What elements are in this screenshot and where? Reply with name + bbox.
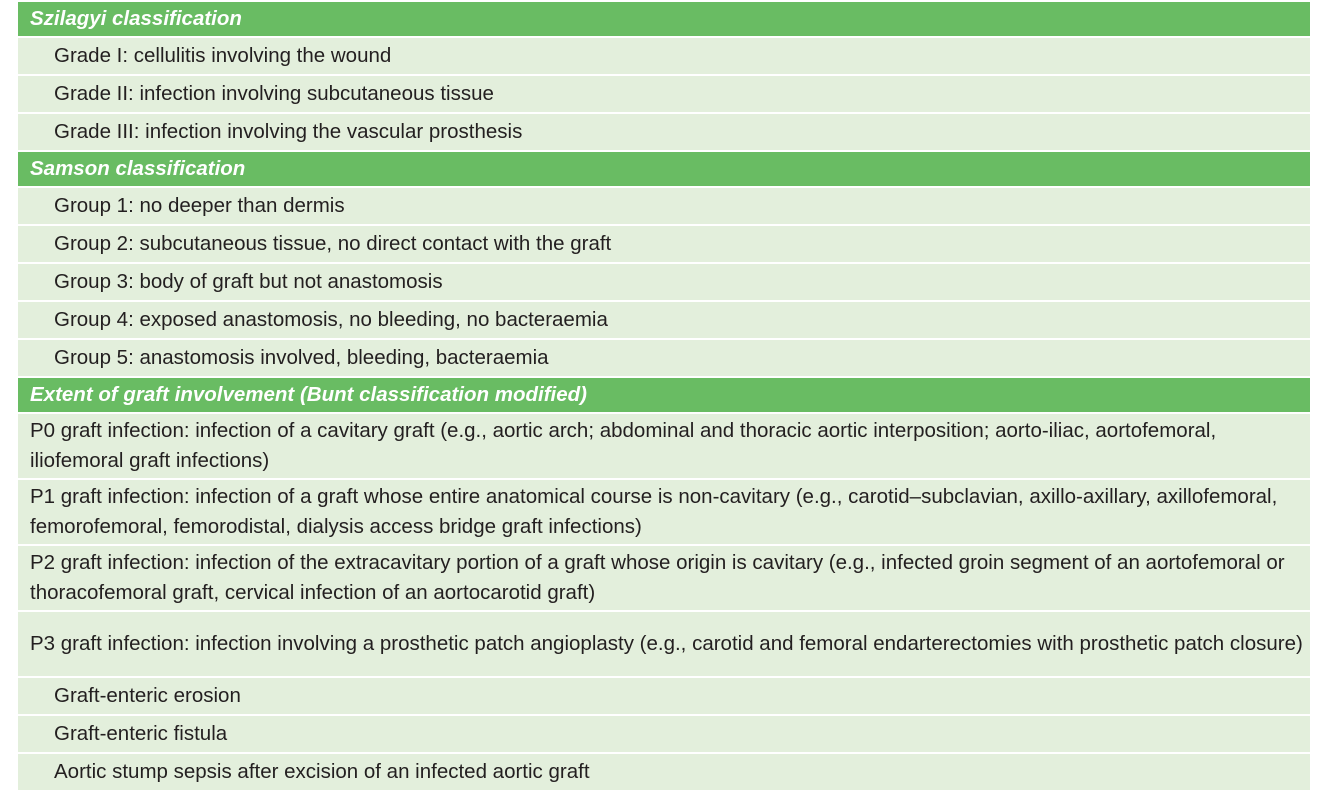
classification-table	[18, 2, 1310, 790]
row-text: Grade II: infection involving subcutaneous tissue	[54, 82, 494, 105]
table-row	[18, 38, 1310, 76]
section-header-szilagyi	[18, 2, 1310, 38]
row-text: Graft-enteric fistula	[54, 722, 228, 745]
table-row	[18, 264, 1310, 302]
section-title: Samson classification	[30, 157, 246, 180]
row-text: P3 graft infection: infection involving a prosthetic patch angioplasty (e.g., carotid and femoral endarterectomies with prosthetic patch closure)	[30, 632, 1303, 655]
row-text: Group 1: no deeper than dermis	[54, 194, 345, 217]
row-text: Group 5: anastomosis involved, bleeding, bacteraemia	[54, 346, 549, 369]
row-text: Group 4: exposed anastomosis, no bleeding, no bacteraemia	[54, 308, 608, 331]
table-row	[18, 302, 1310, 340]
table-row	[18, 340, 1310, 378]
row-text: P0 graft infection: infection of a cavitary graft (e.g., aortic arch; abdominal and thoracic aortic interposition; aorto-iliac, aortofemoral, iliofemoral graft infections)	[30, 419, 1217, 472]
section-header-samson	[18, 152, 1310, 188]
table-row	[18, 76, 1310, 114]
row-text: Grade III: infection involving the vascular prosthesis	[54, 120, 523, 143]
row-text: Grade I: cellulitis involving the wound	[54, 44, 392, 67]
table-row	[18, 414, 1310, 480]
table-row	[18, 678, 1310, 716]
table-row	[18, 546, 1310, 612]
row-text: Graft-enteric erosion	[54, 684, 241, 707]
table-row	[18, 226, 1310, 264]
table-row	[18, 754, 1310, 790]
row-text: P1 graft infection: infection of a graft whose entire anatomical course is non-cavitary (e.g., carotid–subclavian, axillo-axillary, axillofemoral, femorofemoral, femorodistal, dialysis access bridge graft infections)	[30, 485, 1278, 538]
row-text: Group 3: body of graft but not anastomosis	[54, 270, 443, 293]
section-title: Extent of graft involvement (Bunt classification modified)	[30, 383, 587, 406]
table-row	[18, 114, 1310, 152]
section-header-bunt	[18, 378, 1310, 414]
table-row	[18, 612, 1310, 678]
row-text: P2 graft infection: infection of the extracavitary portion of a graft whose origin is cavitary (e.g., infected groin segment of an aortofemoral or thoracofemoral graft, cervical infection of an aortocarotid graft)	[30, 551, 1285, 604]
section-title: Szilagyi classification	[30, 7, 242, 30]
table-row	[18, 188, 1310, 226]
row-text: Group 2: subcutaneous tissue, no direct contact with the graft	[54, 232, 612, 255]
table-row	[18, 716, 1310, 754]
row-text: Aortic stump sepsis after excision of an infected aortic graft	[54, 760, 590, 783]
table-row	[18, 480, 1310, 546]
